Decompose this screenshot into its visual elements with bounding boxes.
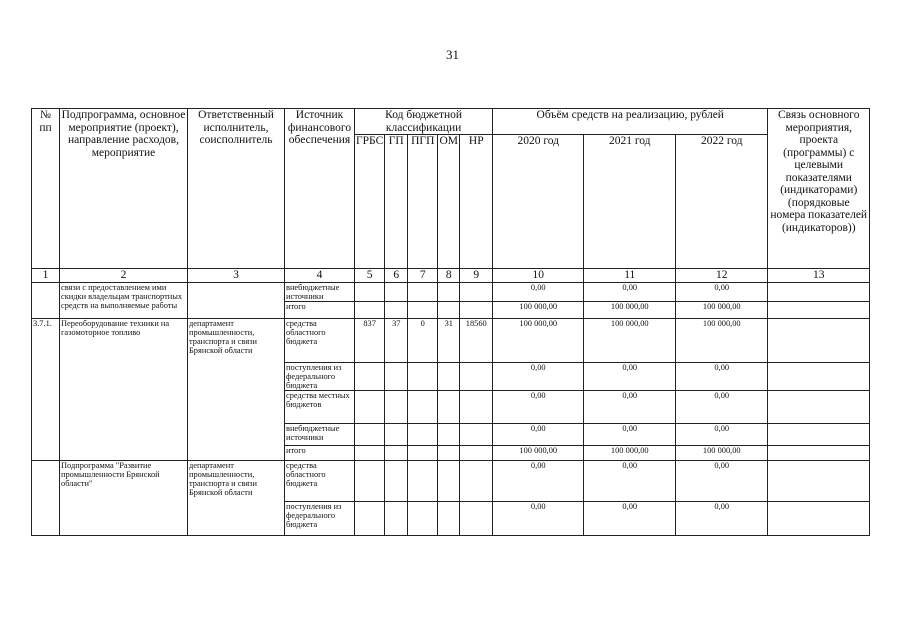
amount-2020: 100 000,00 xyxy=(493,446,584,461)
row-number xyxy=(32,283,60,319)
header-grbs: ГРБС xyxy=(355,135,385,269)
header-link: Связь основного мероприятия, проекта (программы) с целевыми показателями (индикаторами) (порядковые номера показателей (индикаторов)) xyxy=(768,109,870,269)
program-cell: Переоборудование техники на газомоторное топливо xyxy=(60,319,188,461)
table-row xyxy=(32,283,870,302)
table-row xyxy=(32,319,870,363)
amount-2022: 0,00 xyxy=(676,461,768,502)
amount-2020: 0,00 xyxy=(493,391,584,424)
nr-cell xyxy=(460,446,493,461)
executor-cell xyxy=(188,283,285,319)
col-number: 8 xyxy=(438,269,460,283)
col-number: 6 xyxy=(385,269,408,283)
col-number: 10 xyxy=(493,269,584,283)
header-om: ОМ xyxy=(438,135,460,269)
amount-2021: 0,00 xyxy=(584,363,676,391)
col-number: 5 xyxy=(355,269,385,283)
amount-2021: 0,00 xyxy=(584,424,676,446)
amount-2020: 0,00 xyxy=(493,283,584,302)
column-numbers-row xyxy=(32,269,870,283)
amount-2022: 0,00 xyxy=(676,424,768,446)
gp-cell: 37 xyxy=(385,319,408,363)
pgp-cell xyxy=(408,363,438,391)
gp-cell xyxy=(385,461,408,502)
pgp-cell xyxy=(408,502,438,536)
indicator-link-cell xyxy=(768,363,870,391)
program-cell: связи с предоставлением ими скидки владельцам транспортных средств на выполняемые работы xyxy=(60,283,188,319)
table-body xyxy=(32,283,870,536)
indicator-link-cell xyxy=(768,461,870,502)
pgp-cell xyxy=(408,461,438,502)
amount-2020: 0,00 xyxy=(493,502,584,536)
table-row xyxy=(32,461,870,502)
executor-cell: департамент промышленности, транспорта и связи Брянской области xyxy=(188,319,285,461)
source-cell: средства областного бюджета xyxy=(285,319,355,363)
pgp-cell xyxy=(408,283,438,302)
header-gp: ГП xyxy=(385,135,408,269)
header-2020: 2020 год xyxy=(493,135,584,269)
source-cell: поступления из федерального бюджета xyxy=(285,502,355,536)
amount-2021: 0,00 xyxy=(584,391,676,424)
nr-cell: 18560 xyxy=(460,319,493,363)
col-number: 1 xyxy=(32,269,60,283)
amount-2020: 100 000,00 xyxy=(493,319,584,363)
amount-2020: 0,00 xyxy=(493,461,584,502)
row-number: 3.7.1. xyxy=(32,319,60,461)
col-number: 9 xyxy=(460,269,493,283)
header-budget-code: Код бюджетной классификации xyxy=(355,109,493,135)
header-pgp: ПГП xyxy=(408,135,438,269)
nr-cell xyxy=(460,461,493,502)
header-2021: 2021 год xyxy=(584,135,676,269)
source-cell: средства областного бюджета xyxy=(285,461,355,502)
indicator-link-cell xyxy=(768,391,870,424)
source-cell: внебюджетные источники xyxy=(285,283,355,302)
grbs-cell xyxy=(355,446,385,461)
pgp-cell: 0 xyxy=(408,319,438,363)
grbs-cell xyxy=(355,391,385,424)
header-nr: НР xyxy=(460,135,493,269)
source-cell: поступления из федерального бюджета xyxy=(285,363,355,391)
indicator-link-cell xyxy=(768,319,870,363)
om-cell xyxy=(438,446,460,461)
amount-2020: 0,00 xyxy=(493,363,584,391)
source-cell: внебюджетные источники xyxy=(285,424,355,446)
grbs-cell xyxy=(355,302,385,319)
gp-cell xyxy=(385,302,408,319)
nr-cell xyxy=(460,363,493,391)
header-executor: Ответственный исполнитель, соисполнитель xyxy=(188,109,285,269)
col-number: 13 xyxy=(768,269,870,283)
om-cell: 31 xyxy=(438,319,460,363)
pgp-cell xyxy=(408,302,438,319)
om-cell xyxy=(438,302,460,319)
om-cell xyxy=(438,391,460,424)
amount-2021: 0,00 xyxy=(584,283,676,302)
grbs-cell: 837 xyxy=(355,319,385,363)
grbs-cell xyxy=(355,502,385,536)
col-number: 12 xyxy=(676,269,768,283)
col-number: 11 xyxy=(584,269,676,283)
pgp-cell xyxy=(408,424,438,446)
program-cell: Подпрограмма "Развитие промышленности Брянской области" xyxy=(60,461,188,536)
amount-2021: 0,00 xyxy=(584,461,676,502)
grbs-cell xyxy=(355,424,385,446)
gp-cell xyxy=(385,424,408,446)
gp-cell xyxy=(385,363,408,391)
col-number: 3 xyxy=(188,269,285,283)
col-number: 2 xyxy=(60,269,188,283)
amount-2021: 100 000,00 xyxy=(584,302,676,319)
pgp-cell xyxy=(408,446,438,461)
header-volume: Объём средств на реализацию, рублей xyxy=(493,109,768,135)
gp-cell xyxy=(385,283,408,302)
grbs-cell xyxy=(355,363,385,391)
indicator-link-cell xyxy=(768,446,870,461)
indicator-link-cell xyxy=(768,424,870,446)
amount-2022: 0,00 xyxy=(676,502,768,536)
grbs-cell xyxy=(355,283,385,302)
amount-2021: 100 000,00 xyxy=(584,446,676,461)
header-num: № пп xyxy=(32,109,60,269)
gp-cell xyxy=(385,391,408,424)
amount-2022: 100 000,00 xyxy=(676,302,768,319)
indicator-link-cell xyxy=(768,283,870,302)
nr-cell xyxy=(460,502,493,536)
nr-cell xyxy=(460,283,493,302)
amount-2022: 100 000,00 xyxy=(676,446,768,461)
gp-cell xyxy=(385,502,408,536)
nr-cell xyxy=(460,424,493,446)
om-cell xyxy=(438,363,460,391)
amount-2021: 0,00 xyxy=(584,502,676,536)
row-number xyxy=(32,461,60,536)
gp-cell xyxy=(385,446,408,461)
nr-cell xyxy=(460,302,493,319)
amount-2020: 0,00 xyxy=(493,424,584,446)
source-cell: итого xyxy=(285,446,355,461)
om-cell xyxy=(438,283,460,302)
header-2022: 2022 год xyxy=(676,135,768,269)
amount-2020: 100 000,00 xyxy=(493,302,584,319)
source-cell: средства местных бюджетов xyxy=(285,391,355,424)
grbs-cell xyxy=(355,461,385,502)
nr-cell xyxy=(460,391,493,424)
indicator-link-cell xyxy=(768,302,870,319)
source-cell: итого xyxy=(285,302,355,319)
header-program: Подпрограмма, основное мероприятие (проект), направление расходов, мероприятие xyxy=(60,109,188,269)
amount-2022: 0,00 xyxy=(676,363,768,391)
amount-2022: 0,00 xyxy=(676,283,768,302)
col-number: 7 xyxy=(408,269,438,283)
budget-table xyxy=(31,108,870,536)
amount-2022: 0,00 xyxy=(676,391,768,424)
page-number: 31 xyxy=(446,47,459,62)
om-cell xyxy=(438,461,460,502)
executor-cell: департамент промышленности, транспорта и связи Брянской области xyxy=(188,461,285,536)
amount-2022: 100 000,00 xyxy=(676,319,768,363)
col-number: 4 xyxy=(285,269,355,283)
header-source: Источник финансового обеспечения xyxy=(285,109,355,269)
om-cell xyxy=(438,502,460,536)
om-cell xyxy=(438,424,460,446)
pgp-cell xyxy=(408,391,438,424)
indicator-link-cell xyxy=(768,502,870,536)
amount-2021: 100 000,00 xyxy=(584,319,676,363)
